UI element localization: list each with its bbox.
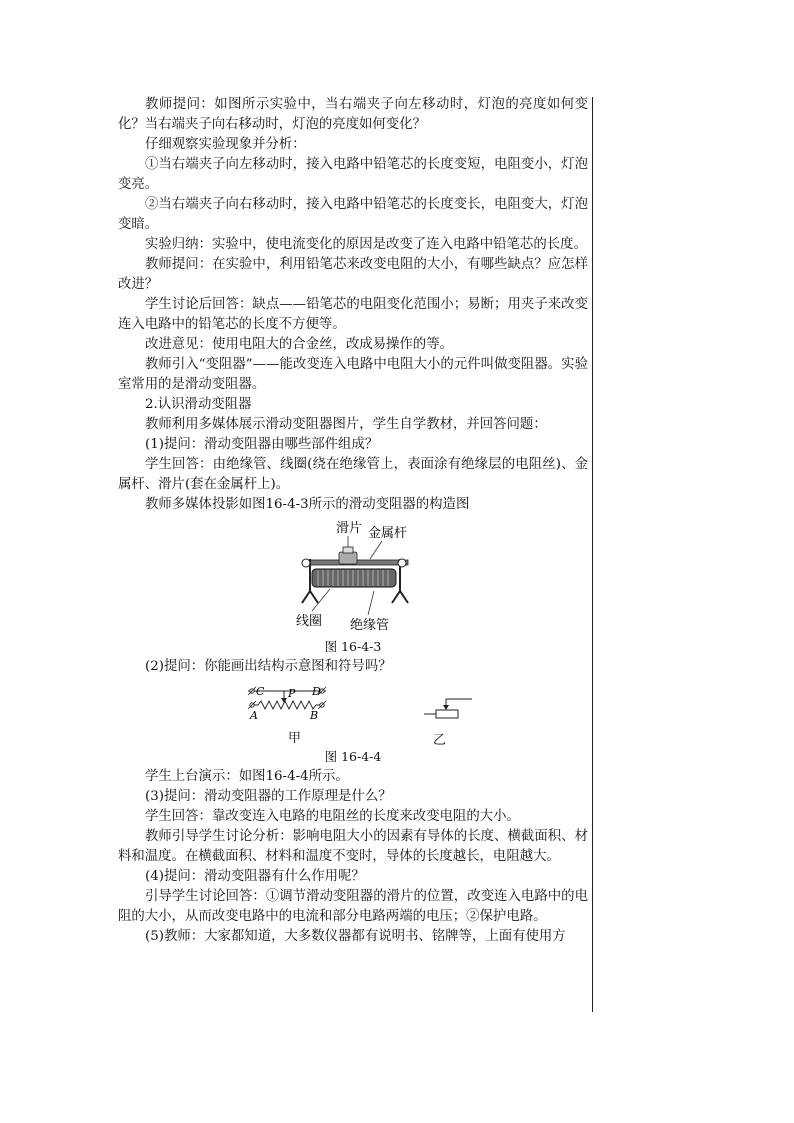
schematic-diagrams	[118, 679, 588, 747]
letter-a: A	[250, 709, 258, 722]
paragraph: 教师引导学生讨论分析：影响电阻大小的因素有导体的长度、横截面积、材料和温度。在横截面积、材料和温度不变时，导体的长度越长，电阻越大。	[118, 829, 588, 864]
sublabel-jia: 甲	[288, 731, 302, 746]
paragraph: ②当右端夹子向右移动时，接入电路中铅笔芯的长度变长，电阻变大，灯泡变暗。	[118, 197, 588, 232]
paragraph: 教师提问：如图所示实验中，当右端夹子向左移动时，灯泡的亮度如何变化？当右端夹子向右移动时，灯泡的亮度如何变化？	[118, 97, 588, 132]
letter-d: D	[312, 685, 321, 698]
label-tube: 绝缘管	[350, 618, 390, 633]
paragraph: 教师多媒体投影如图16-4-3所示的滑动变阻器的构造图	[145, 497, 470, 512]
label-slider: 滑片	[336, 521, 363, 536]
paragraph: 改进意见：使用电阻大的合金丝，改成易操作的等。	[145, 337, 453, 352]
letter-b: B	[310, 709, 319, 722]
paragraph: (2)提问：你能画出结构示意图和符号吗？	[145, 659, 392, 674]
schematic-figure	[118, 679, 588, 747]
paragraph: 教师利用多媒体展示滑动变阻器图片，学生自学教材，并回答问题：	[145, 417, 547, 432]
rheostat-figure	[118, 519, 588, 637]
paragraph: (1)提问：滑动变阻器由哪些部件组成？	[145, 437, 379, 452]
rheostat-illustration	[296, 519, 426, 637]
paragraph: 学生上台演示：如图16-4-4所示。	[145, 769, 349, 784]
figure-caption: 图 16-4-3	[324, 639, 382, 654]
paragraph: 教师引入“变阻器”——能改变连入电路中电阻大小的元件叫做变阻器。实验室常用的是滑动变阻器。	[118, 357, 588, 392]
paragraph: 学生回答：由绝缘管、线圈(绕在绝缘管上，表面涂有绝缘层的电阻丝)、金属杆、滑片(套在金属杆上)。	[118, 457, 588, 492]
letter-c: C	[256, 685, 265, 698]
lesson-content	[118, 95, 588, 947]
paragraph: (4)提问：滑动变阻器有什么作用呢？	[145, 869, 365, 884]
label-coil: 线圈	[296, 614, 323, 629]
paragraph: 教师提问：在实验中，利用铅笔芯来改变电阻的大小，有哪些缺点？应怎样改进？	[118, 257, 588, 292]
paragraph: (5)教师：大家都知道，大多数仪器都有说明书、铭牌等，上面有使用方	[145, 929, 566, 944]
slider-shape	[339, 552, 357, 564]
letter-p: P	[288, 687, 296, 700]
section-heading: 2.认识滑动变阻器	[145, 397, 252, 412]
figure-caption: 图 16-4-4	[324, 749, 382, 764]
paragraph: (3)提问：滑动变阻器的工作原理是什么？	[145, 789, 392, 804]
label-rod: 金属杆	[368, 526, 408, 541]
paragraph: ①当右端夹子向左移动时，接入电路中铅笔芯的长度变短，电阻变小，灯泡变亮。	[118, 157, 588, 192]
paragraph: 学生回答：靠改变连入电路的电阻丝的长度来改变电阻的大小。	[145, 809, 520, 824]
paragraph: 实验归纳：实验中，使电流变化的原因是改变了连入电路中铅笔芯的长度。	[145, 237, 587, 252]
sublabel-yi: 乙	[433, 733, 447, 748]
coil-tube-shape	[312, 569, 396, 587]
table-right-border	[592, 97, 593, 1012]
paragraph: 学生讨论后回答：缺点——铅笔芯的电阻变化范围小；易断；用夹子来改变连入电路中的铅笔芯的长度不方便等。	[118, 297, 588, 332]
paragraph: 引导学生讨论回答：①调节滑动变阻器的滑片的位置，改变连入电路中的电阻的大小，从而改变电路中的电流和部分电路两端的电压；②保护电路。	[118, 889, 588, 924]
paragraph: 仔细观察实验现象并分析：	[145, 137, 306, 152]
